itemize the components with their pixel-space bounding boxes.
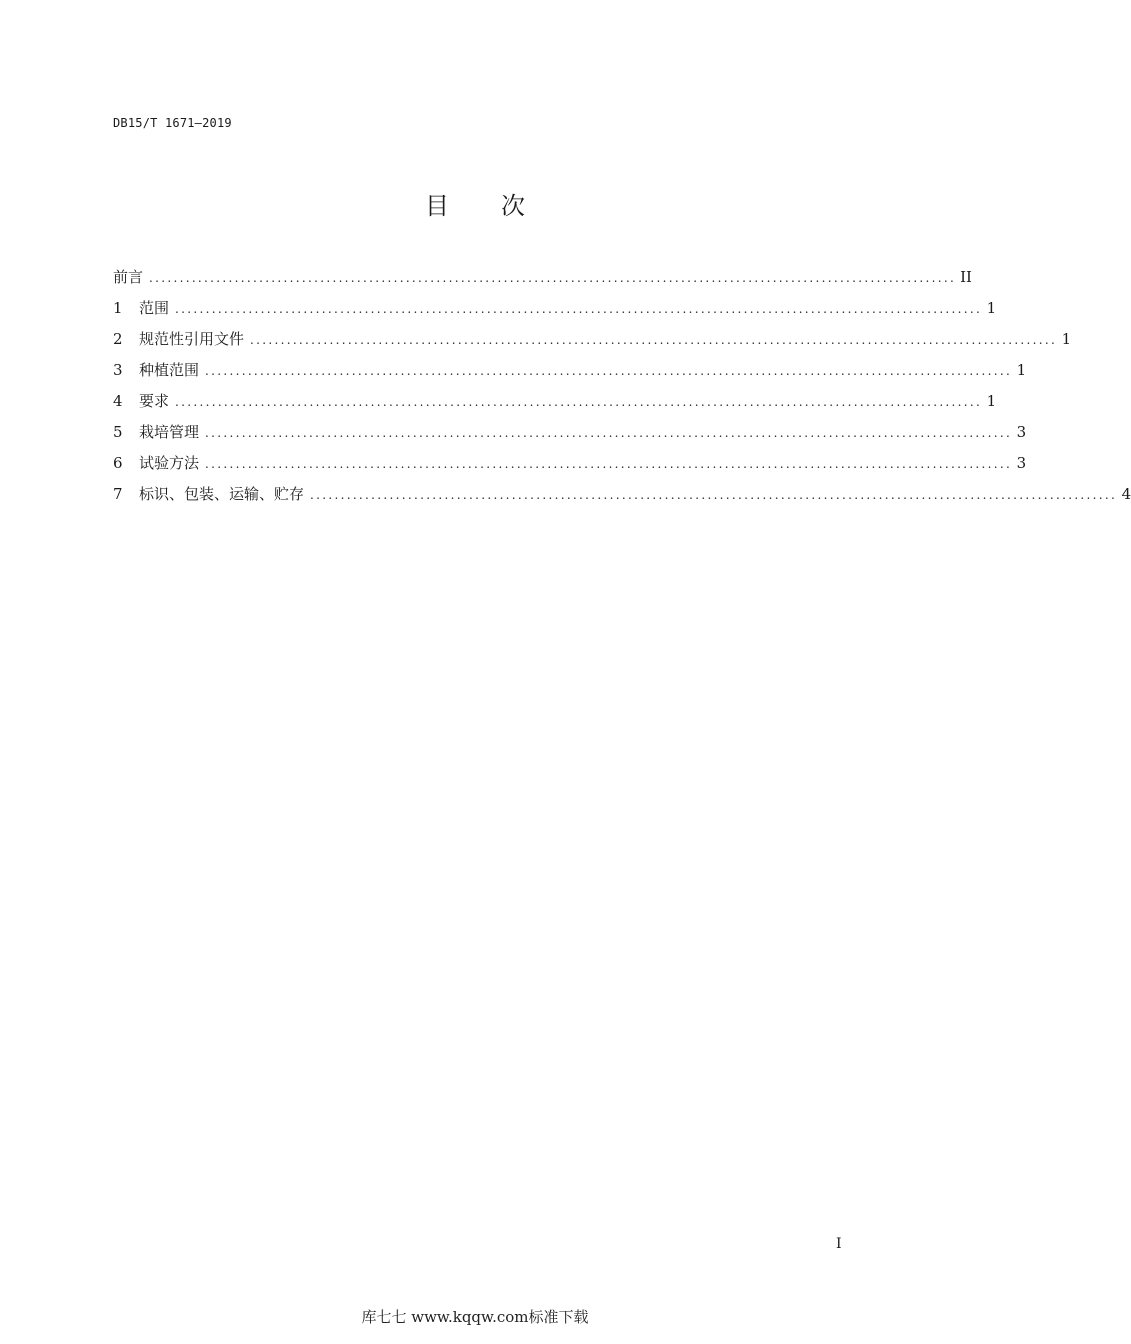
- toc-item-test-methods[interactable]: [113, 452, 1027, 483]
- toc-item-text: 栽培管理: [139, 423, 200, 441]
- toc-item-number: 6: [113, 454, 123, 472]
- toc-list: [113, 266, 1131, 514]
- toc-leader-dots: ....................................................................................................................................: [149, 271, 957, 285]
- toc-leader-dots: ....................................................................................................................................: [205, 457, 1013, 471]
- toc-item-page: 3: [1016, 423, 1027, 441]
- toc-item-number: 7: [113, 485, 123, 503]
- toc-item-page: 1: [1016, 361, 1027, 379]
- toc-item-text: 试验方法: [139, 454, 200, 472]
- footer-watermark: 库七七 www.kqqw.com标准下载: [361, 1308, 589, 1326]
- toc-item-text: 要求: [139, 392, 170, 410]
- toc-item-page: 3: [1016, 454, 1027, 472]
- toc-item-text: 种植范围: [139, 361, 200, 379]
- toc-item-number: 1: [113, 299, 123, 317]
- toc-title-left: 目: [425, 192, 449, 220]
- toc-item-page: 1: [986, 299, 997, 317]
- toc-item-page: 4: [1121, 485, 1131, 503]
- toc-item-labeling-packaging[interactable]: [113, 483, 1131, 514]
- toc-item-text: 前言: [113, 268, 144, 286]
- toc-item-preface[interactable]: [113, 266, 972, 297]
- toc-item-text: 规范性引用文件: [139, 330, 245, 348]
- toc-item-number: 5: [113, 423, 123, 441]
- toc-item-cultivation[interactable]: [113, 421, 1027, 452]
- toc-leader-dots: ....................................................................................................................................: [250, 333, 1058, 347]
- page-number: I: [836, 1236, 842, 1252]
- toc-item-text: 标识、包装、运输、贮存: [139, 485, 305, 503]
- toc-item-scope[interactable]: [113, 297, 997, 328]
- toc-item-number: 4: [113, 392, 123, 410]
- toc-item-page: 1: [986, 392, 997, 410]
- toc-item-requirements[interactable]: [113, 390, 997, 421]
- toc-item-planting-area[interactable]: [113, 359, 1027, 390]
- toc-item-text: 范围: [139, 299, 170, 317]
- document-code: DB15/T 1671—2019: [113, 116, 232, 130]
- toc-item-number: 2: [113, 330, 123, 348]
- toc-title: [0, 186, 950, 221]
- toc-leader-dots: ....................................................................................................................................: [310, 488, 1118, 502]
- toc-leader-dots: ....................................................................................................................................: [205, 364, 1013, 378]
- toc-item-page: 1: [1061, 330, 1072, 348]
- toc-leader-dots: ....................................................................................................................................: [205, 426, 1013, 440]
- toc-item-number: 3: [113, 361, 123, 379]
- toc-item-page: II: [960, 268, 972, 286]
- toc-leader-dots: ....................................................................................................................................: [175, 395, 983, 409]
- toc-item-normative-references[interactable]: [113, 328, 1072, 359]
- toc-title-right: 次: [501, 192, 525, 220]
- toc-leader-dots: ....................................................................................................................................: [175, 302, 983, 316]
